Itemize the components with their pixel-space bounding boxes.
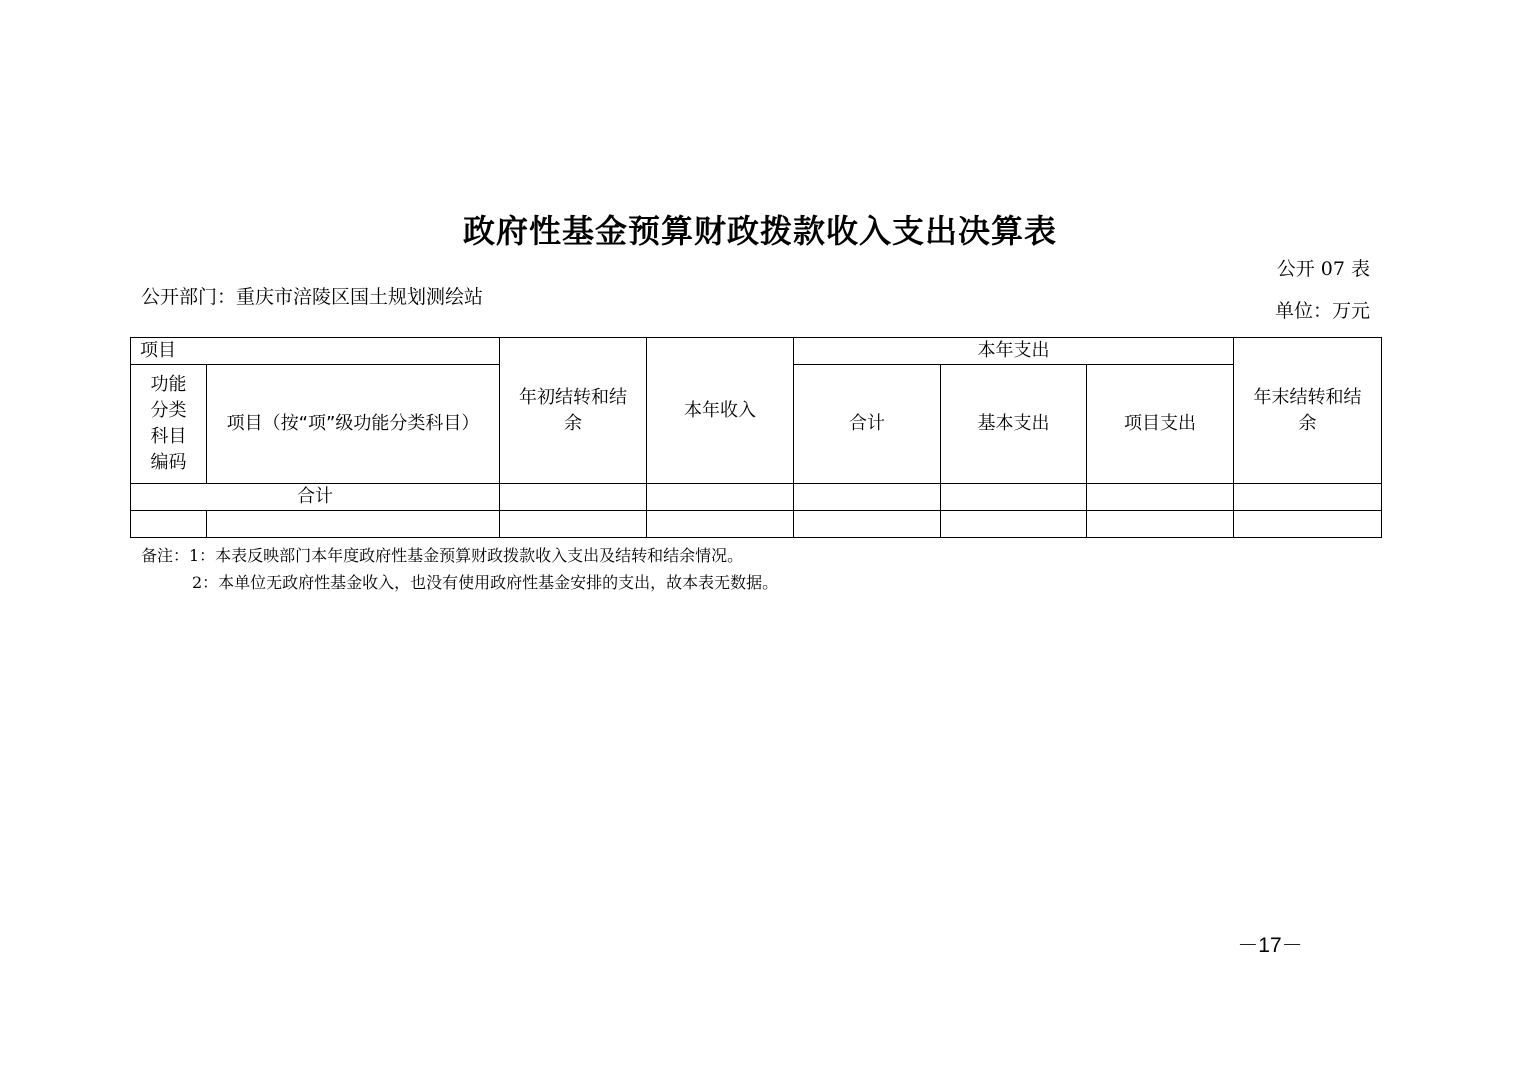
table-row (131, 511, 1382, 538)
table-cell (207, 511, 500, 538)
header-expense-basic: 基本支出 (941, 365, 1087, 484)
total-label: 合计 (131, 484, 500, 511)
note-line-1: 备注：1：本表反映部门本年度政府性基金预算财政拨款收入支出及结转和结余情况。 (141, 546, 744, 565)
table-cell (1087, 484, 1234, 511)
header-begin-balance: 年初结转和结余 (500, 338, 647, 484)
note-line-2: 2：本单位无政府性基金收入，也没有使用政府性基金安排的支出，故本表无数据。 (192, 573, 779, 592)
table-cell (500, 511, 647, 538)
department-label: 公开部门：重庆市涪陵区国土规划测绘站 (141, 286, 484, 308)
header-project: 项目 (131, 338, 500, 365)
table-cell (794, 484, 941, 511)
budget-table (130, 337, 1382, 538)
table-cell (941, 511, 1087, 538)
header-end-balance: 年末结转和结余 (1234, 338, 1382, 484)
table-cell (647, 511, 794, 538)
table-cell (794, 511, 941, 538)
header-expense-total: 合计 (794, 365, 941, 484)
header-expense-project: 项目支出 (1087, 365, 1234, 484)
table-cell (1087, 511, 1234, 538)
page-number: －17－ (1237, 934, 1303, 957)
header-expense-group: 本年支出 (794, 338, 1234, 365)
table-cell (131, 511, 207, 538)
document-title: 政府性基金预算财政拨款收入支出决算表 (462, 212, 1057, 250)
header-item: 项目（按“项”级功能分类科目） (207, 365, 500, 484)
table-cell (1234, 511, 1382, 538)
table-cell (500, 484, 647, 511)
table-cell (941, 484, 1087, 511)
header-code: 功能分类科目编码 (131, 365, 207, 484)
notes (141, 542, 778, 596)
table-number: 公开 07 表 (1276, 258, 1370, 280)
table-cell (647, 484, 794, 511)
table-cell (1234, 484, 1382, 511)
total-row (131, 484, 1382, 511)
header-income: 本年收入 (647, 338, 794, 484)
unit-label: 单位：万元 (1274, 300, 1370, 322)
